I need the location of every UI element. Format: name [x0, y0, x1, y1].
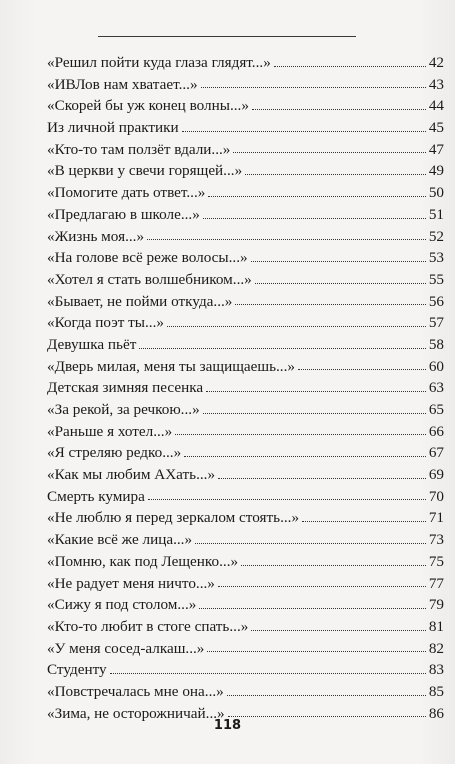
- toc-entry-page: 52: [428, 227, 444, 245]
- toc-entry-title: «Когда поэт ты...»: [47, 314, 164, 332]
- dot-leader: [241, 564, 426, 566]
- toc-entry-page: 49: [428, 162, 444, 180]
- toc-entry-page: 86: [428, 704, 444, 722]
- toc-entry-page: 65: [428, 401, 444, 418]
- toc-entry: [47, 312, 444, 334]
- dot-leader: [206, 390, 426, 392]
- toc-entry: [47, 139, 444, 161]
- toc-entry: [47, 507, 444, 529]
- toc-entry: [47, 377, 444, 399]
- toc-entry: [47, 334, 444, 356]
- toc-entry-page: 63: [428, 379, 444, 397]
- toc-entry: [47, 247, 444, 269]
- toc-entry: [47, 486, 444, 508]
- toc-entry: [47, 573, 444, 595]
- toc-entry: [47, 616, 444, 638]
- toc-entry-page: 50: [428, 184, 444, 202]
- toc-entry-title: «Жизнь моя...»: [47, 227, 145, 245]
- dot-leader: [203, 217, 426, 219]
- toc-entry-page: 53: [428, 249, 444, 267]
- toc-entry: [47, 182, 444, 204]
- toc-entry-title: Детская зимняя песенка: [47, 379, 204, 397]
- toc-entry-title: «Сижу я под столом...»: [47, 596, 197, 614]
- toc-entry-page: 42: [428, 54, 444, 71]
- toc-entry-page: 70: [428, 487, 444, 505]
- toc-entry-page: 56: [428, 292, 444, 310]
- toc-entry-page: 43: [428, 75, 444, 93]
- toc-entry: [47, 421, 444, 443]
- dot-leader: [235, 303, 425, 305]
- toc-entry-title: «За рекой, за речкою...»: [47, 401, 200, 418]
- toc-entry-title: «Скорей бы уж конец волны...»: [47, 97, 249, 115]
- toc-entry-page: 79: [428, 596, 444, 614]
- dot-leader: [110, 672, 426, 674]
- dot-leader: [298, 368, 426, 370]
- toc-entry-title: «Дверь милая, меня ты защищаешь...»: [47, 357, 295, 375]
- dot-leader: [184, 455, 426, 457]
- toc-entry-page: 69: [428, 466, 444, 484]
- toc-entry: [47, 117, 444, 139]
- toc-entry-title: «Решил пойти куда глаза глядят...»: [47, 54, 271, 71]
- dot-leader: [218, 477, 426, 479]
- toc-entry-title: «Хотел я стать волшебником...»: [47, 270, 252, 288]
- toc-entry-page: 71: [428, 509, 444, 527]
- toc-entry: [47, 681, 444, 703]
- toc-entry: [47, 594, 444, 616]
- toc-entry-title: «На голове всё реже волосы...»: [47, 249, 248, 267]
- toc-entry: [47, 160, 444, 182]
- toc-entry-title: «Не люблю я перед зеркалом стоять...»: [47, 509, 300, 527]
- toc-entry-title: Девушка пьёт: [47, 335, 137, 353]
- toc-entry-title: «Помню, как под Лещенко...»: [47, 552, 239, 570]
- toc-entry: [47, 529, 444, 551]
- toc-entry-page: 85: [428, 682, 444, 700]
- toc-entry: [47, 551, 444, 573]
- dot-leader: [207, 650, 425, 652]
- toc-entry-page: 81: [428, 617, 444, 635]
- toc-entry-title: «Помогите дать ответ...»: [47, 184, 206, 202]
- dot-leader: [147, 238, 426, 240]
- toc-entry-title: «Раньше я хотел...»: [47, 422, 173, 440]
- toc-entry-title: «Кто-то там ползёт вдали...»: [47, 140, 231, 158]
- toc-entry: [47, 638, 444, 660]
- toc-entry: [47, 356, 444, 378]
- toc-entry: [47, 399, 444, 421]
- dot-leader: [252, 108, 426, 110]
- dot-leader: [302, 520, 426, 522]
- toc-entry-page: 83: [428, 661, 444, 679]
- toc-entry-page: 57: [428, 314, 444, 332]
- dot-leader: [201, 86, 426, 88]
- page-number: 118: [213, 718, 242, 733]
- toc-entry-title: «Бывает, не пойми откуда...»: [47, 292, 233, 310]
- toc-entry-page: 82: [428, 639, 444, 657]
- toc-entry: [47, 52, 444, 74]
- toc-entry-page: 66: [428, 422, 444, 440]
- toc-entry-title: «Кто-то любит в стоге спать...»: [47, 617, 249, 635]
- toc-entry: [47, 464, 444, 486]
- dot-leader: [227, 694, 426, 696]
- toc-entry-title: «Повстречалась мне она...»: [47, 682, 224, 700]
- toc-entry-title: «ИВЛов нам хватает...»: [47, 75, 198, 93]
- dot-leader: [195, 542, 426, 544]
- toc-entry-title: Из личной практики: [47, 119, 179, 137]
- toc-entry: [47, 442, 444, 464]
- toc-entry-title: «Я стреляю редко...»: [47, 444, 182, 462]
- dot-leader: [139, 347, 425, 349]
- dot-leader: [182, 130, 426, 132]
- toc-entry: [47, 204, 444, 226]
- toc-entry-title: «Какие всё же лица...»: [47, 531, 193, 549]
- dot-leader: [251, 629, 425, 631]
- toc-entry-page: 45: [428, 119, 444, 137]
- toc-entry: [47, 226, 444, 248]
- dot-leader: [199, 607, 425, 609]
- toc-entry-page: 60: [428, 357, 444, 375]
- toc-entry-page: 73: [428, 531, 444, 549]
- dot-leader: [274, 65, 426, 67]
- toc-entry-page: 55: [428, 270, 444, 288]
- top-rule: [98, 36, 356, 37]
- toc-entry-title: «У меня сосед-алкаш...»: [47, 639, 205, 657]
- toc-entry-page: 75: [428, 552, 444, 570]
- toc-entry-page: 67: [428, 444, 444, 462]
- toc-entry: [47, 269, 444, 291]
- dot-leader: [255, 282, 426, 284]
- toc-entry-title: «Зима, не осторожничай...»: [47, 704, 225, 722]
- toc-entry: [47, 95, 444, 117]
- dot-leader: [167, 325, 426, 327]
- toc-entry-page: 44: [428, 97, 444, 115]
- toc-entry-title: «В церкви у свечи горящей...»: [47, 162, 243, 180]
- toc-entry-title: Смерть кумира: [47, 487, 145, 505]
- dot-leader: [228, 715, 426, 717]
- toc-entry-page: 47: [428, 140, 444, 158]
- toc-entry-title: «Предлагаю в школе...»: [47, 205, 200, 223]
- dot-leader: [251, 260, 426, 262]
- dot-leader: [245, 173, 426, 175]
- table-of-contents: [47, 52, 444, 724]
- dot-leader: [175, 433, 426, 435]
- dot-leader: [148, 498, 426, 500]
- toc-entry-title: «Не радует меня ничто...»: [47, 574, 215, 592]
- toc-entry-page: 51: [428, 205, 444, 223]
- toc-entry: [47, 74, 444, 96]
- toc-entry: [47, 659, 444, 681]
- dot-leader: [208, 195, 425, 197]
- toc-entry-title: «Как мы любим АХать...»: [47, 466, 216, 484]
- dot-leader: [233, 151, 425, 153]
- toc-entry: [47, 291, 444, 313]
- dot-leader: [203, 412, 426, 414]
- toc-entry-page: 58: [428, 335, 444, 353]
- toc-entry-title: Студенту: [47, 661, 107, 679]
- dot-leader: [218, 585, 426, 587]
- toc-entry-page: 77: [428, 574, 444, 592]
